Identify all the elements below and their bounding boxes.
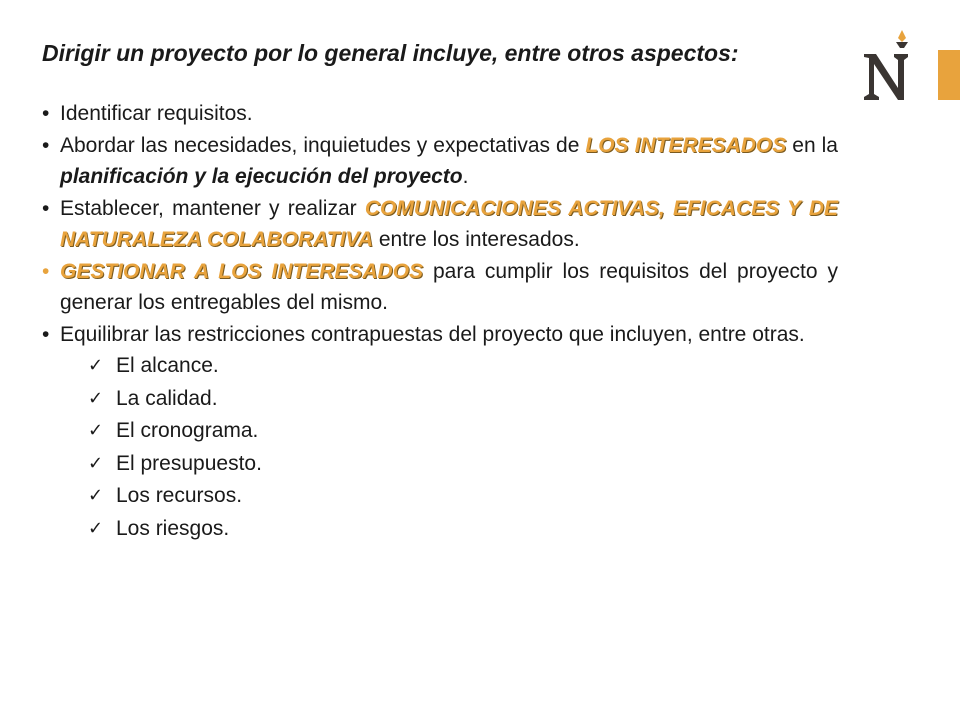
- constraint-label: El alcance.: [116, 354, 219, 377]
- check-mark-icon: ✓: [88, 355, 104, 376]
- item-text: Equilibrar las restricciones contrapuestas del proyecto que incluyen, entre otras.: [60, 322, 805, 346]
- aspects-list: [42, 98, 838, 350]
- check-mark-icon: ✓: [88, 517, 104, 539]
- slide-content: [42, 36, 838, 545]
- list-item-stakeholder-needs: [42, 130, 838, 193]
- item-text-post: .: [462, 165, 469, 188]
- bullet-icon: •: [42, 259, 50, 283]
- check-mark-icon: ✓: [88, 420, 104, 441]
- bullet-icon: •: [42, 322, 50, 346]
- bullet-icon: •: [42, 102, 50, 125]
- item-text-pre: Establecer, mantener y realizar: [60, 196, 365, 220]
- constraint-label: Los recursos.: [116, 484, 243, 507]
- item-text-post: para cumplir los requisitos del proyecto y generar los entregables del mismo.: [60, 259, 838, 314]
- constraint-label: El presupuesto.: [116, 451, 262, 475]
- bullet-icon: •: [42, 196, 50, 220]
- constraint-schedule: [88, 415, 838, 448]
- torch-body: [896, 42, 908, 48]
- item-text: Identificar requisitos.: [60, 102, 253, 125]
- constraint-label: El cronograma.: [116, 419, 259, 442]
- bullet-icon: •: [42, 133, 50, 157]
- list-item-balance-constraints: [42, 319, 838, 351]
- item-text-mid: en la: [786, 133, 838, 157]
- highlight-communications: COMUNICACIONES ACTIVAS, EFICACES Y DE NATURALEZA COLABORATIVA: [60, 196, 838, 251]
- highlight-manage-stakeholders: GESTIONAR A LOS INTERESADOS: [60, 259, 424, 283]
- emphasis-planning-execution: planificación y la ejecución del proyecto: [60, 165, 463, 188]
- letter-n: [864, 54, 908, 100]
- check-mark-icon: ✓: [88, 387, 104, 409]
- constraint-label: Los riesgos.: [116, 516, 230, 540]
- accent-bar: [938, 50, 960, 100]
- constraint-risks: [88, 513, 838, 546]
- constraint-label: La calidad.: [116, 386, 218, 410]
- constraint-quality: [88, 383, 838, 416]
- item-text-post: entre los interesados.: [373, 228, 580, 251]
- university-logo-icon: [862, 28, 914, 104]
- slide-heading: Dirigir un proyecto por lo general incluye, entre otros aspectos:: [42, 40, 739, 66]
- highlight-stakeholders: LOS INTERESADOS: [585, 133, 787, 157]
- check-mark-icon: ✓: [88, 452, 104, 474]
- list-item-manage-stakeholders: [42, 256, 838, 319]
- constraints-checklist: [42, 350, 838, 545]
- list-item-communications: [42, 193, 838, 256]
- list-item-identify-requirements: [42, 98, 838, 130]
- constraint-budget: [88, 448, 838, 481]
- torch-flame: [898, 30, 906, 42]
- check-mark-icon: ✓: [88, 485, 104, 506]
- constraint-resources: [88, 480, 838, 513]
- constraint-scope: [88, 350, 838, 383]
- item-text-pre: Abordar las necesidades, inquietudes y expectativas de: [60, 133, 586, 157]
